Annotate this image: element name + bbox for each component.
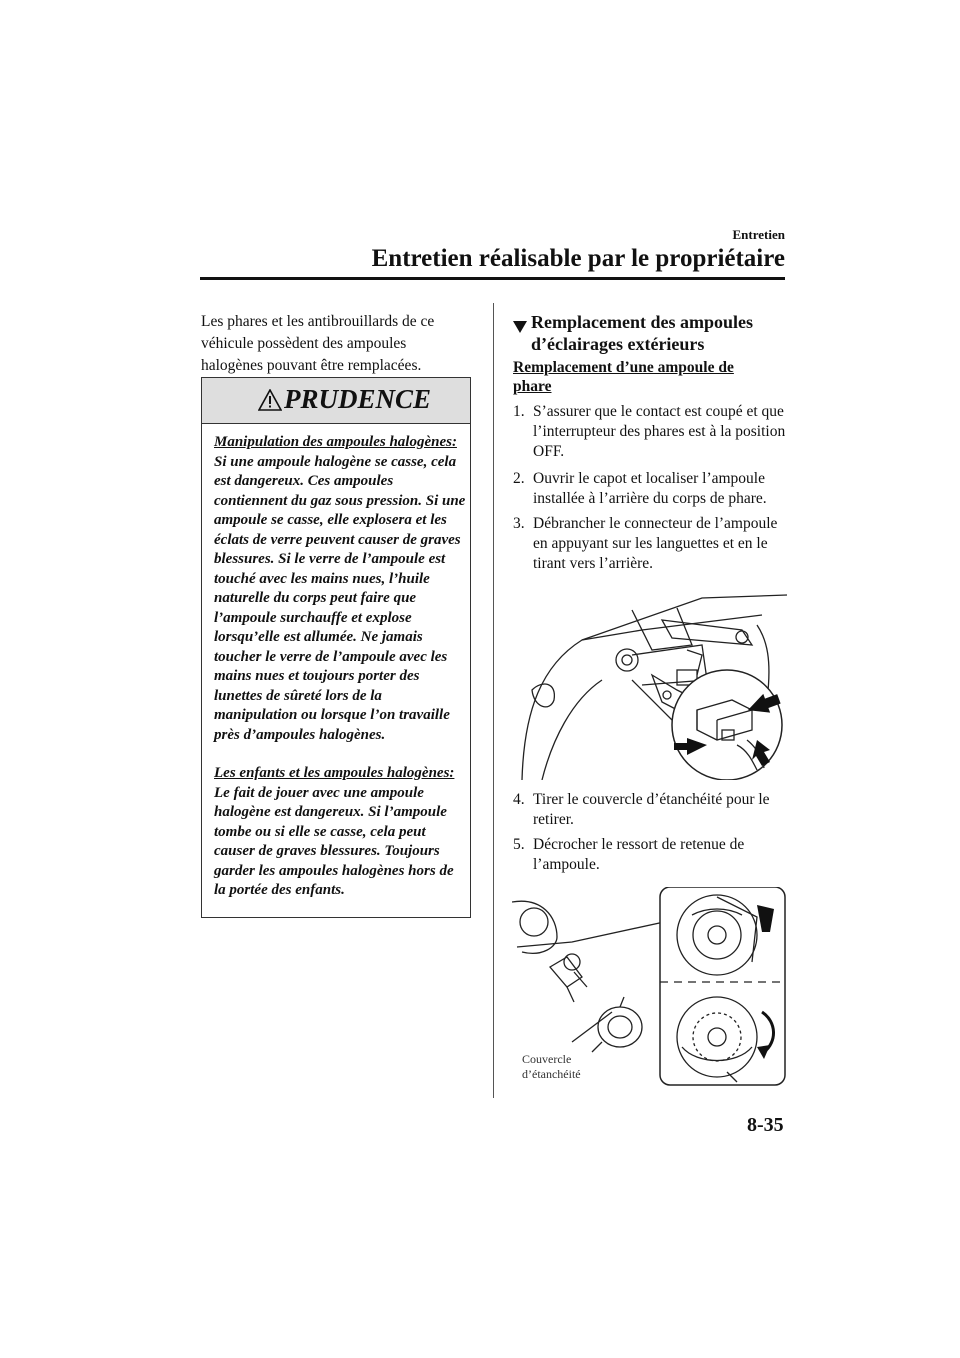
section-heading-text: Remplacement des ampoules d’éclairages extérieurs	[531, 312, 753, 354]
column-divider	[493, 303, 494, 1098]
step-text: Débrancher le connecteur de l’ampoule en appuyant sur les languettes et en le tirant vers l’arrière.	[533, 515, 778, 572]
intro-paragraph: Les phares et les antibrouillards de ce véhicule possèdent des ampoules halogènes pouvant être remplacées.	[201, 313, 435, 374]
step-item	[513, 514, 788, 574]
step-item	[513, 402, 788, 462]
warning-body	[214, 433, 466, 901]
warning-block2-title: Les enfants et les ampoules halogènes:	[214, 765, 455, 781]
page-title: Entretien réalisable par le propriétaire	[371, 245, 785, 272]
step-item	[513, 790, 788, 830]
down-triangle-icon	[513, 316, 527, 338]
step-number: 2.	[513, 470, 525, 487]
step-number: 5.	[513, 836, 525, 853]
subsection-heading: Remplacement d’une ampoule de phare	[513, 359, 734, 395]
step-number: 3.	[513, 515, 525, 532]
page-number: 8-35	[747, 1114, 784, 1136]
step-number: 1.	[513, 403, 525, 420]
sealing-cover-illustration	[512, 887, 787, 1087]
header-rule	[200, 277, 785, 280]
warning-label: PRUDENCE	[284, 384, 432, 414]
step-text: Ouvrir le capot et localiser l’ampoule installée à l’arrière du corps de phare.	[533, 470, 767, 507]
warning-triangle-icon	[258, 389, 282, 416]
step-item	[513, 469, 788, 509]
step-text: Décrocher le ressort de retenue de l’ampoule.	[533, 836, 745, 873]
warning-block1-text: Si une ampoule halogène se casse, cela est dangereux. Ces ampoules contiennent du gaz sous pression. Si une ampoule se casse, elle explosera et les éclats de verre peuvent causer de graves blessures. Si le verre de l’ampoule est touché avec les mains nues, l’huile naturelle du corps peut faire que l’ampoule surchauffe et explose lorsqu’elle est allumée. Ne jamais toucher le verre de l’ampoule avec les mains nues et toujours porter des lunettes de sûreté lors de la manipulation ou lorsque l’on travaille près d’ampoules halogènes.	[214, 453, 466, 743]
warning-block1-title: Manipulation des ampoules halogènes:	[214, 434, 457, 450]
headlamp-connector-illustration	[512, 590, 787, 780]
warning-box	[201, 377, 471, 918]
warning-block2-text: Le fait de jouer avec une ampoule halogène est dangereux. Si l’ampoule tombe ou si elle se casse, cela peut causer de graves blessures. Toujours garder les ampoules halogènes hors de la portée des enfants.	[214, 784, 454, 898]
warning-header	[202, 378, 470, 424]
step-text: Tirer le couvercle d’étanchéité pour le retirer.	[533, 791, 770, 828]
step-text: S’assurer que le contact est coupé et que l’interrupteur des phares est à la position OFF.	[533, 403, 786, 460]
sealing-cover-label: Couvercle d’étanchéité	[522, 1052, 581, 1081]
step-item	[513, 835, 788, 875]
step-number: 4.	[513, 791, 525, 808]
section-name: Entretien	[732, 227, 785, 242]
